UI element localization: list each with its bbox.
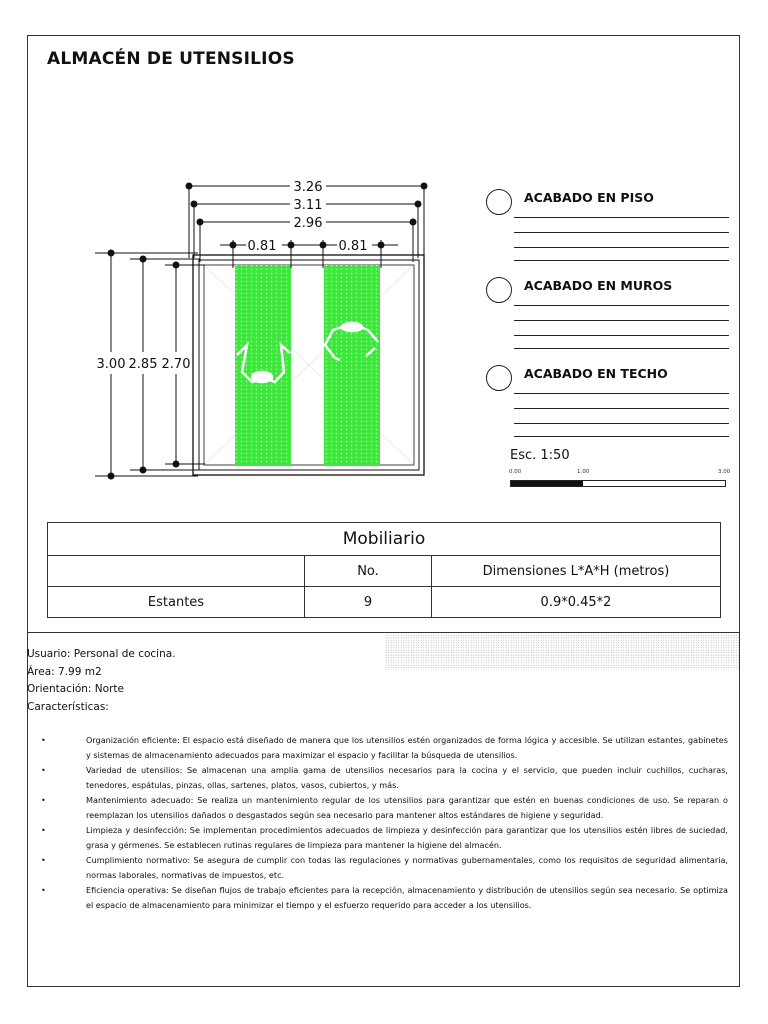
table-header-dimensions: Dimensiones L*A*H (metros) bbox=[432, 556, 721, 587]
dim-shelf-left-width: 0.81 bbox=[247, 239, 277, 254]
finish-walls-label: ACABADO EN MUROS bbox=[524, 278, 673, 293]
table-cell-count: 9 bbox=[305, 587, 432, 618]
table-cell-item: Estantes bbox=[48, 587, 305, 618]
table-row bbox=[48, 587, 721, 618]
list-item: • Cumplimiento normativo: Se asegura de cumplir con todas las regulaciones y normativas gubernamentales, como los requisitos de seguridad alimentaria, normas laborales, normativas de impuestos, etc. bbox=[41, 855, 728, 880]
finish-floor-label: ACABADO EN PISO bbox=[524, 190, 654, 205]
list-item: • Variedad de utensilios: Se almacenan una amplia gama de utensilios necesarios para la cocina y el servicio, que pueden incluir cuchillos, cucharas, tenedores, espátulas, pinzas, ollas, sartenes, platos, vasos, cubiertos, y más. bbox=[41, 765, 728, 790]
finish-walls-circle bbox=[486, 277, 512, 303]
furniture-table-title: Mobiliario bbox=[48, 523, 721, 556]
shelf-right bbox=[324, 265, 380, 465]
space-info bbox=[27, 646, 176, 716]
finish-floor bbox=[486, 189, 732, 269]
hatch-pattern bbox=[385, 634, 739, 670]
scale-label: Esc. 1:50 bbox=[510, 448, 570, 463]
list-item: • Eficiencia operativa: Se diseñan flujos de trabajo eficientes para la recepción, almacenamiento y distribución de utensilios según sea necesario. Se optimiza el espacio de almacenamiento para minimizar el tiempo y el esfuerzo requerido para acceder a los utensilios. bbox=[41, 885, 728, 910]
dim-left-mid: 2.85 bbox=[128, 357, 158, 372]
finish-walls bbox=[486, 277, 732, 357]
scale-tick-0: 0.00 bbox=[509, 469, 522, 475]
scale-bar bbox=[510, 480, 726, 487]
finish-floor-circle bbox=[486, 189, 512, 215]
info-features-label: Características: bbox=[27, 700, 109, 713]
scale-tick-3: 3.00 bbox=[718, 469, 731, 475]
dim-top-inner: 2.96 bbox=[293, 216, 323, 231]
finish-ceiling-circle bbox=[486, 365, 512, 391]
info-area: Área: 7.99 m2 bbox=[27, 665, 102, 678]
finish-ceiling-label: ACABADO EN TECHO bbox=[524, 366, 668, 381]
list-item: • Organización eficiente: El espacio está diseñado de manera que los utensilios estén organizados de forma lógica y accesible. Se utilizan estantes, gabinetes y sistemas de almacenamiento adecuados para maximizar el espacio y facilitar la búsqueda de utensilios. bbox=[41, 735, 728, 760]
table-header-empty bbox=[48, 556, 305, 587]
table-header-count: No. bbox=[305, 556, 432, 587]
dim-left-inner: 2.70 bbox=[161, 357, 191, 372]
dim-shelf-right-width: 0.81 bbox=[338, 239, 368, 254]
dim-top-mid: 3.11 bbox=[293, 198, 323, 213]
list-item: • Limpieza y desinfección: Se implementan procedimientos adecuados de limpieza y desinfección para garantizar que los utensilios estén libres de suciedad, grasa y gérmenes. Se establecen rutinas regulares de limpieza para mantener la higiene del almacén. bbox=[41, 825, 728, 850]
room-walls bbox=[193, 255, 424, 475]
finish-ceiling bbox=[486, 365, 732, 445]
list-item: • Mantenimiento adecuado: Se realiza un mantenimiento regular de los utensilios para garantizar que estén en buenas condiciones de uso. Se reparan o reemplazan los utensilios dañados o desgastados según sea necesario para mantener altos estándares de higiene y seguridad. bbox=[41, 795, 728, 820]
furniture-table bbox=[47, 522, 721, 618]
info-orientation: Orientación: Norte bbox=[27, 683, 124, 695]
scale-tick-1: 1.00 bbox=[577, 469, 590, 475]
characteristics-list bbox=[38, 733, 728, 913]
section-divider bbox=[27, 632, 740, 633]
table-cell-dims: 0.9*0.45*2 bbox=[432, 587, 721, 618]
page-title: ALMACÉN DE UTENSILIOS bbox=[47, 49, 295, 69]
info-user: Usuario: Personal de cocina. bbox=[27, 648, 176, 660]
dim-left-outer: 3.00 bbox=[96, 357, 126, 372]
dim-top-outer: 3.26 bbox=[293, 180, 323, 195]
